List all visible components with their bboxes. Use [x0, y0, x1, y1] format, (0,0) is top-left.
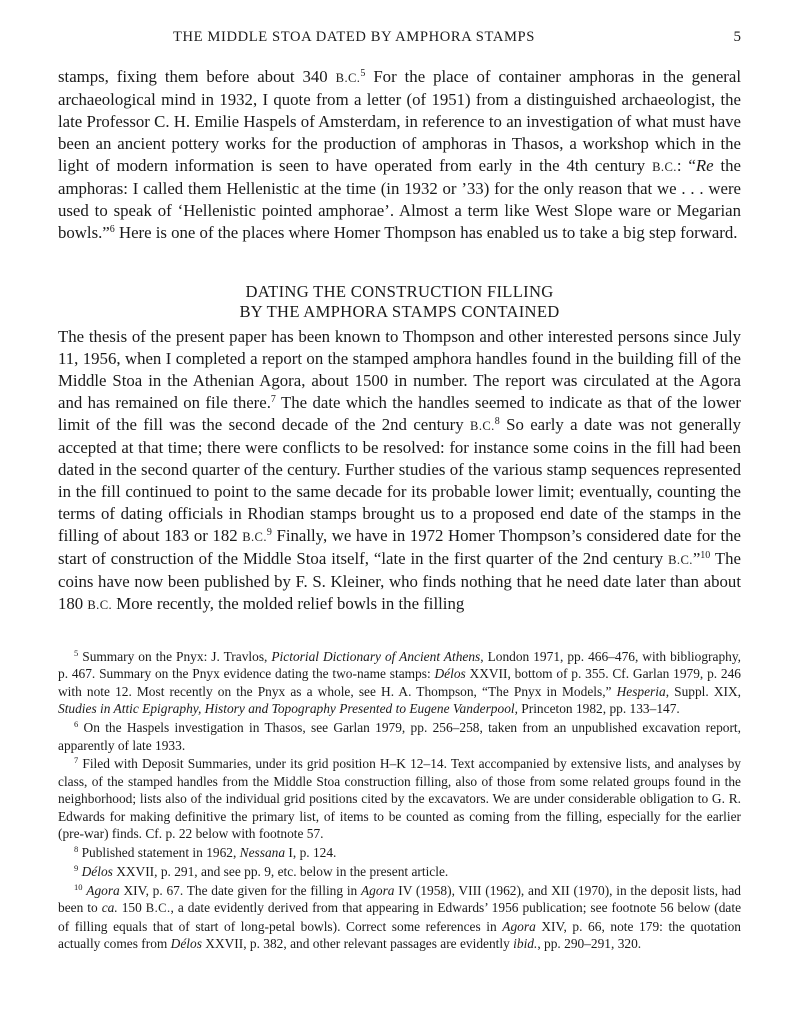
body-paragraph-2: The thesis of the present paper has been known to Thompson and other interested persons since July 11, 1956, when I completed a report on the stamped amphora handles found in the building fill of the Middle Stoa in the Athenian Agora, about 1500 in number. The report was circulated at the Agora and has remained on file there.$^7$ The date which the handles seemed to indicate as that of the lower limit of the fill was the second decade of the 2nd century B.C.$^8$ So early a date was not generally accepted at that time; there were conflicts to be resolved: for instance some coins in the fill had been dated in the second quarter of the century. Further studies of the various stamp sequences represented in the fill continued to point to the same decade for its probable lower limit; eventually, counting the terms of dating officials in Rhodian stamps brought us to a proposed end date of the stamps in the filling of about 183 or 182 B.C.$^9$ Finally, we have in 1972 Homer Thompson’s considered date for the start of construction of the Middle Stoa itself, “late in the first quarter of the 2nd century B.C.”$^{10}$ The coins have now been published by F. S. Kleiner, who finds nothing that he need date later than about 180 B.C. More recently, the molded relief bowls in the filling [58, 327, 741, 613]
footnote-10: $^{10}$ Agora XIV, p. 67. The date given for the filling in Agora IV (1958), VIII (1962), and XII (1970), in the deposit lists, had been to ca. 150 B.C., a date evidently derived from that appearing in Edwards’ 1956 publication; see footnote 56 below (date of filling equals that of start of long-petal bowls). Correct some references in Agora XIV, p. 66, note 179: the quotation actually comes from Délos XXVII, p. 382, and other relevant passages are evidently ibid., pp. 290–291, 320. [58, 881, 742, 951]
footnote-ref-9[interactable]: 9 [266, 527, 272, 538]
running-title: THE MIDDLE STOA DATED BY AMPHORA STAMPS [173, 29, 535, 45]
section-heading-line-1: DATING THE CONSTRUCTION FILLING [245, 282, 554, 301]
footnote-ref-8[interactable]: 8 [494, 416, 500, 427]
footnote-8: $^8$ Published statement in 1962, Nessana I, p. 124. [74, 843, 337, 860]
footnotes [58, 648, 741, 954]
footnote-6: $^6$ On the Haspels investigation in Thasos, see Garlan 1979, pp. 256–258, taken from an unpublished excavation report, apparently of late 1933. [58, 719, 741, 753]
footnote-ref-6[interactable]: 6 [109, 224, 115, 235]
footnote-5: $^5$ Summary on the Pnyx: J. Travlos, Pictorial Dictionary of Ancient Athens, London 1971, pp. 466–476, with bibliography, p. 467. Summary on the Pnyx evidence dating the two-name stamps: Délos XXVII, bottom of p. 355. Cf. Garlan 1979, p. 246 with note 12. Most recently on the Pnyx as a whole, see H. A. Thompson, “The Pnyx in Models,” Hesperia, Suppl. XIX, Studies in Attic Epigraphy, History and Topography Presented to Eugene Vanderpool, Princeton 1982, pp. 133–147. [58, 648, 742, 717]
footnote-7: $^7$ Filed with Deposit Summaries, under its grid position H–K 12–14. Text accompanied by extensive lists, and analyses by class, of the stamped handles from the Middle Stoa construction filling, also of those from some related groups found in the neighborhood; lists also of the individual grid positions cited by the excavators. We are under considerable obligation to G. R. Edwards for making definitive the primary list, of items to be counted as coming from the filling, especially for the earlier (pre-war) finds. Cf. p. 22 below with footnote 57. [58, 755, 741, 842]
running-head [58, 29, 741, 49]
footnote-9: $^9$ Délos XXVII, p. 291, and see pp. 9, etc. below in the present article. [74, 862, 449, 879]
footnote-ref-10[interactable]: 10 [700, 550, 711, 561]
body-paragraph-1: stamps, fixing them before about 340 B.C.$^5$ For the place of container amphoras in the general archaeological mind in 1932, I quote from a letter (of 1951) from a distinguished archaeologist, the late Professor C. H. Emilie Haspels of Amsterdam, in reference to an investigation of what must have been an ancient pottery works for the production of amphoras in Thasos, a workshop which in the light of modern information is seen to have operated from early in the 4th century B.C.: “Re the amphoras: I called them Hellenistic at the time (in 1932 or ’33) for the only reason that we . . . were used to speak of ‘Hellenistic pointed amphorae’. Almost a term like West Slope ware or Megarian bowls.”$^6$ Here is one of the places where Homer Thompson has enabled us to take a big step forward. [58, 67, 742, 242]
footnote-ref-7[interactable]: 7 [270, 394, 276, 405]
footnote-ref-5[interactable]: 5 [360, 68, 366, 79]
page-number: 5 [733, 29, 741, 45]
section-heading-line-2: BY THE AMPHORA STAMPS CONTAINED [239, 302, 560, 321]
section-heading [58, 282, 741, 322]
